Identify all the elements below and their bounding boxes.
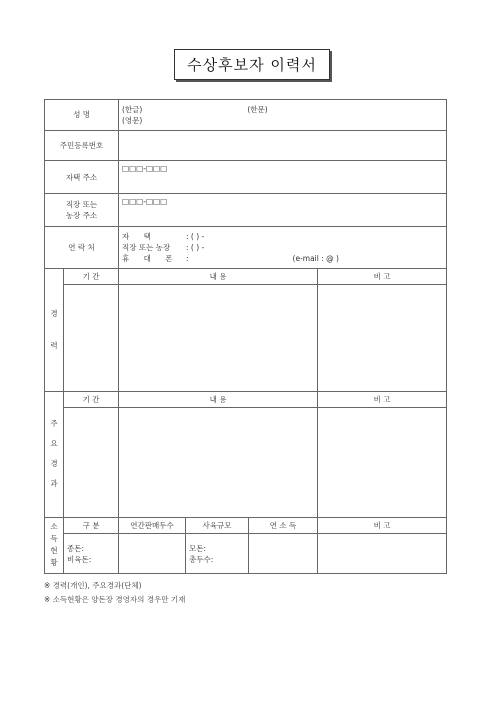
name-english-label: (영문)	[122, 115, 143, 125]
resume-form-table	[44, 99, 447, 574]
career-remark-cell[interactable]	[318, 285, 447, 391]
income-total-head-label: 총두수:	[189, 554, 214, 564]
income-annual-header: 연 소 득	[249, 517, 318, 533]
contact-home-value: : ( ) -	[186, 231, 205, 241]
major-period-header: 기 간	[64, 391, 119, 407]
work-address-row	[45, 194, 447, 227]
name-korean-label: (한글)	[122, 104, 143, 114]
name-label: 성 명	[45, 100, 119, 131]
career-period-header: 기 간	[64, 268, 119, 284]
contact-field[interactable]	[119, 226, 447, 268]
major-content-header: 내 용	[119, 391, 318, 407]
footnote-income: ※ 소득현황은 양돈장 경영자의 경우만 기재	[44, 595, 186, 604]
footnote-career: ※ 경력(개인), 주요경과(단체)	[44, 581, 142, 590]
career-remark-header: 비 고	[318, 268, 447, 284]
income-header-row	[45, 517, 447, 533]
major-remark-cell[interactable]	[318, 408, 447, 518]
name-row	[45, 100, 447, 131]
home-postcode-boxes: □□□-□□□	[122, 164, 168, 174]
contact-label: 연 락 처	[45, 226, 119, 268]
page-title: 수상후보자 이력서	[174, 49, 330, 80]
income-sow-label: 모돈:	[189, 543, 207, 553]
income-fattening-pig-label: 비육돈:	[67, 554, 92, 564]
work-address-label-line2: 농장 주소	[65, 211, 98, 221]
major-section-label: 주 요 경 과	[45, 391, 64, 517]
career-header-row	[45, 268, 447, 284]
contact-work-value: : ( ) -	[186, 242, 205, 252]
income-scale-header: 사육규모	[186, 517, 249, 533]
career-section-label: 경 력	[45, 268, 64, 391]
major-header-row	[45, 391, 447, 407]
major-body-row	[45, 408, 447, 518]
contact-work-label: 직장 또는 농장	[122, 242, 171, 252]
income-remark-header: 비 고	[318, 517, 447, 533]
major-remark-header: 비 고	[318, 391, 447, 407]
income-type-header: 구 분	[64, 517, 119, 533]
income-remark-cell[interactable]	[318, 534, 447, 574]
major-content-cell[interactable]	[119, 408, 318, 518]
work-address-label-line1: 직장 또는	[65, 200, 98, 210]
home-address-label: 자택 주소	[45, 161, 119, 194]
career-body-row	[45, 285, 447, 391]
income-body-row	[45, 534, 447, 574]
home-address-field[interactable]	[119, 161, 447, 194]
rrn-field[interactable]	[119, 130, 447, 161]
contact-email: (e-mail : @ )	[292, 253, 339, 263]
income-annual-cell[interactable]	[249, 534, 318, 574]
contact-mobile-label: 휴 대 폰	[122, 253, 179, 263]
income-type-cell[interactable]	[64, 534, 119, 574]
career-content-cell[interactable]	[119, 285, 318, 391]
major-period-cell[interactable]	[64, 408, 119, 518]
rrn-label: 주민등록번호	[45, 130, 119, 161]
rrn-row	[45, 130, 447, 161]
work-postcode-boxes: □□□-□□□	[122, 197, 168, 207]
career-content-header: 내 용	[119, 268, 318, 284]
work-address-label	[45, 194, 119, 227]
income-scale-cell[interactable]	[186, 534, 249, 574]
contact-mobile-value: :	[186, 253, 189, 263]
income-sales-cell[interactable]	[119, 534, 186, 574]
name-hanja-label: (한문)	[247, 104, 268, 114]
income-section-label: 소 득 현 황	[45, 517, 64, 573]
income-breeding-pig-label: 종돈:	[67, 543, 85, 553]
income-sales-header: 연간판매두수	[119, 517, 186, 533]
contact-home-label: 자 택	[122, 231, 157, 241]
home-address-row	[45, 161, 447, 194]
career-period-cell[interactable]	[64, 285, 119, 391]
contact-row	[45, 226, 447, 268]
name-field[interactable]	[119, 100, 447, 131]
work-address-field[interactable]	[119, 194, 447, 227]
